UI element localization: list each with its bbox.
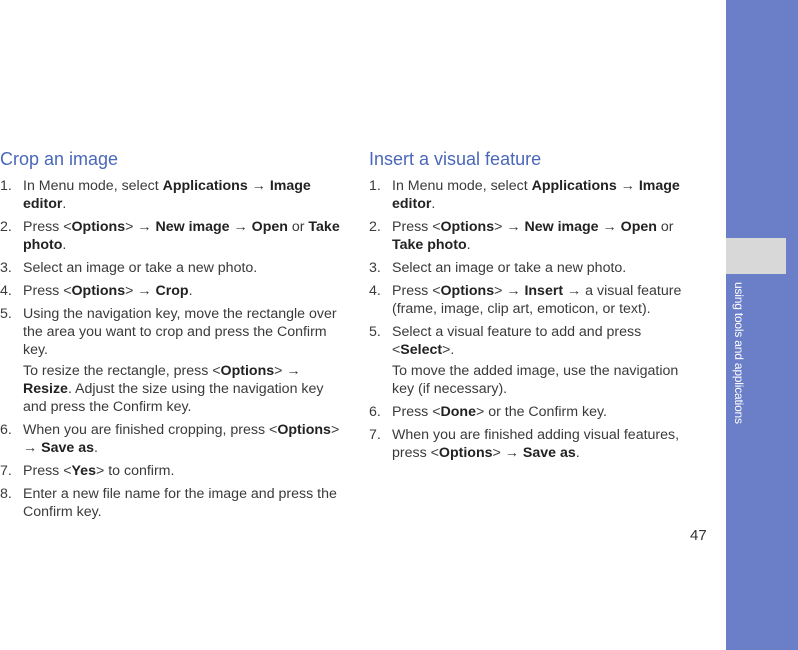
- step-number: 2.: [0, 219, 12, 235]
- step-text: Press <: [23, 219, 72, 235]
- step-text: .: [62, 196, 67, 212]
- step-body: [23, 463, 174, 479]
- section-title-insert: Insert a visual feature: [369, 149, 542, 169]
- step-number: 1.: [0, 178, 12, 194]
- crop-steps-list: [0, 177, 340, 521]
- menu-term: Image editor: [23, 178, 311, 212]
- menu-term: Applications: [162, 178, 248, 194]
- menu-term: Insert: [524, 283, 564, 299]
- menu-term: Options: [440, 219, 495, 235]
- step-text: .: [431, 196, 436, 212]
- menu-term: New image: [155, 219, 230, 235]
- step-text: > or the Confirm key.: [475, 404, 607, 420]
- step-text: Press <: [23, 283, 72, 299]
- step-body: Using the navigation key, move the rectangle over the area you want to crop and press the Confirm key.: [23, 306, 337, 358]
- step-item: [369, 323, 699, 398]
- step-body: [392, 283, 681, 317]
- step-text: .: [94, 440, 98, 456]
- menu-term: Image editor: [392, 178, 680, 212]
- section-title-crop: Crop an image: [0, 149, 119, 169]
- step-number: 3.: [0, 260, 12, 276]
- step-item: [0, 218, 340, 254]
- step-text: .: [466, 237, 471, 253]
- step-text: →: [598, 219, 621, 235]
- step-text: Press <: [23, 463, 72, 479]
- step-text: >.: [442, 342, 455, 358]
- step-text: →: [247, 178, 270, 194]
- step-number: 7.: [0, 463, 12, 479]
- step-body: Select an image or take a new photo.: [392, 260, 627, 276]
- step-text: > →: [274, 363, 301, 379]
- step-text: > →: [23, 422, 340, 456]
- step-text: Press <: [392, 219, 441, 235]
- step-text: > →: [494, 283, 525, 299]
- step-body: [392, 404, 607, 420]
- step-text: .: [575, 445, 580, 461]
- step-text: > →: [125, 283, 156, 299]
- step-number: 8.: [0, 486, 12, 502]
- step-number: 2.: [369, 219, 381, 235]
- step-body: [392, 219, 673, 253]
- step-number: 4.: [369, 283, 381, 299]
- step-text: > →: [125, 219, 156, 235]
- step-text: .: [188, 283, 193, 299]
- chapter-tab: [726, 238, 786, 274]
- step-body: [392, 178, 680, 212]
- step-text: In Menu mode, select: [23, 178, 163, 194]
- step-text: . Adjust the size using the navigation key and press the Confirm key.: [23, 381, 324, 415]
- step-body: Enter a new file name for the image and press the Confirm key.: [23, 486, 337, 520]
- step-body: [392, 427, 679, 461]
- step-text: →: [616, 178, 639, 194]
- step-text: To resize the rectangle, press <: [23, 363, 221, 379]
- step-text: When you are finished cropping, press <: [23, 422, 278, 438]
- step-number: 3.: [369, 260, 381, 276]
- step-body: Select an image or take a new photo.: [23, 260, 258, 276]
- step-number: 5.: [369, 324, 381, 340]
- step-text: > →: [492, 445, 523, 461]
- insert-steps-list: [369, 177, 699, 462]
- step-number: 1.: [369, 178, 381, 194]
- step-text: Press <: [392, 283, 441, 299]
- menu-term: Select: [400, 342, 443, 358]
- step-item: [0, 485, 340, 521]
- menu-term: Applications: [531, 178, 617, 194]
- step-item: [369, 259, 699, 277]
- step-number: 6.: [0, 422, 12, 438]
- page-number: 47: [690, 527, 707, 544]
- left-column: [0, 148, 340, 526]
- step-item: [369, 426, 699, 462]
- menu-term: Options: [220, 363, 275, 379]
- step-note: To move the added image, use the navigation key (if necessary).: [392, 363, 679, 397]
- step-number: 5.: [0, 306, 12, 322]
- step-item: [0, 282, 340, 300]
- step-body: [23, 219, 340, 253]
- menu-term: Crop: [155, 283, 189, 299]
- step-item: [369, 218, 699, 254]
- step-body: [23, 422, 339, 456]
- step-text: Select a visual feature to add and press <: [392, 324, 642, 358]
- menu-term: Yes: [71, 463, 96, 479]
- step-text: .: [62, 237, 67, 253]
- step-body: [392, 324, 641, 358]
- menu-term: Open: [620, 219, 657, 235]
- menu-term: Options: [71, 219, 126, 235]
- step-item: [0, 421, 340, 457]
- menu-term: Take photo: [23, 219, 340, 253]
- step-item: [369, 177, 699, 213]
- step-text: When you are finished adding visual features, press <: [392, 427, 680, 461]
- step-text: →: [229, 219, 252, 235]
- step-number: 6.: [369, 404, 381, 420]
- menu-term: New image: [524, 219, 599, 235]
- step-number: 7.: [369, 427, 381, 443]
- step-item: [369, 403, 699, 421]
- step-number: 4.: [0, 283, 12, 299]
- step-item: [0, 462, 340, 480]
- menu-term: Options: [277, 422, 331, 438]
- menu-term: Options: [71, 283, 126, 299]
- step-item: [0, 259, 340, 277]
- menu-term: Options: [438, 445, 493, 461]
- menu-term: Open: [251, 219, 288, 235]
- step-body: [23, 178, 311, 212]
- step-text: > →: [494, 219, 525, 235]
- menu-term: Take photo: [392, 237, 467, 253]
- menu-term: Done: [440, 404, 476, 420]
- menu-term: Options: [440, 283, 495, 299]
- step-note: [23, 362, 340, 416]
- step-text: → a visual feature (frame, image, clip art, emoticon, or text).: [392, 283, 682, 317]
- step-text: or: [656, 219, 674, 235]
- chapter-label: using tools and applications: [732, 282, 746, 424]
- step-body: [23, 283, 193, 299]
- step-item: [369, 282, 699, 318]
- right-column: [369, 148, 699, 467]
- step-item: [0, 305, 340, 416]
- step-text: In Menu mode, select: [392, 178, 532, 194]
- menu-term: Resize: [23, 381, 68, 397]
- step-text: Press <: [392, 404, 441, 420]
- step-item: [0, 177, 340, 213]
- step-text: or: [287, 219, 309, 235]
- menu-term: Save as: [41, 440, 94, 456]
- menu-term: Save as: [522, 445, 576, 461]
- step-text: > to confirm.: [95, 463, 175, 479]
